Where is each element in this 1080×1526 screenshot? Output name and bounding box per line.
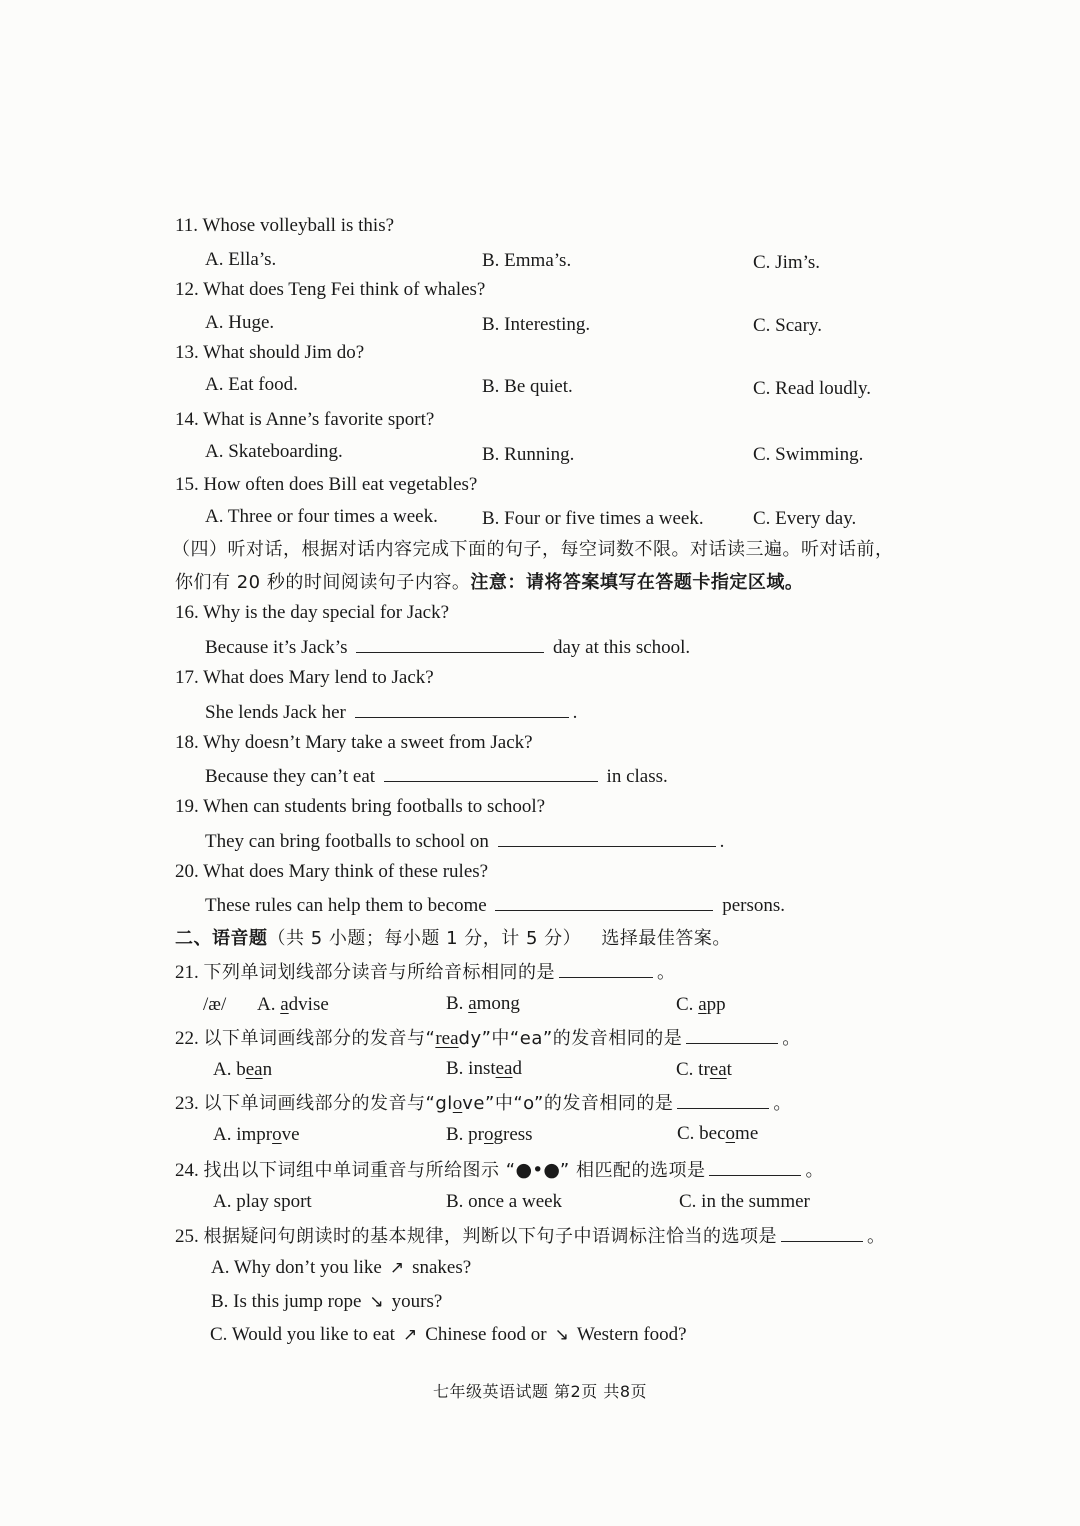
question-end: 。 [773,1093,792,1114]
option-c [676,1058,732,1082]
question-text: What is Anne’s favorite sport? [203,409,435,430]
option-a: A. Ella’s. [205,249,277,270]
question-number: 15. [175,474,199,495]
option-c: C. in the summer [679,1191,810,1212]
answer-blank[interactable] [355,699,569,718]
underlined-part: rea [435,1028,459,1049]
sentence-part: Chinese food or [425,1324,547,1345]
question-number: 17. [175,667,199,688]
answer-line-19 [205,828,724,854]
question-text: Why is the day special for Jack? [203,602,450,623]
answer-line-20 [205,892,785,918]
option-rest: mong [476,993,520,1014]
answer-blank[interactable] [356,634,544,653]
question-13 [175,341,364,365]
question-18 [175,731,533,755]
sentence-start: Because it’s Jack’s [205,637,348,658]
answer-blank[interactable] [495,892,713,911]
question-number: 16. [175,602,199,623]
option-b: B. Running. [482,444,575,465]
question-19 [175,795,545,819]
falling-arrow-icon: ↘ [554,1325,569,1345]
option-prefix: A. impr [213,1124,273,1145]
question-11 [175,214,394,238]
option-a [213,1123,300,1147]
question-text: 以下单词画线部分的发音与“ [203,1028,436,1049]
option-a [211,1256,471,1280]
underlined-part: o [725,1123,736,1144]
sentence-start: She lends Jack her [205,702,346,723]
sentence-part: Western food? [576,1324,687,1345]
question-number: 11. [175,215,199,236]
question-text: Why doesn’t Mary take a sweet from Jack? [203,732,533,753]
question-17 [175,666,434,690]
option-c: C. Every day. [753,508,857,529]
option-c [676,993,726,1017]
question-text-rest: ” 相匹配的选项是 [559,1160,706,1181]
section-scoring: （共 5 小题；每小题 1 分，计 5 分） [267,928,582,949]
question-14 [175,408,434,432]
option-rest: me [735,1123,759,1144]
question-20 [175,860,488,884]
question-text: What should Jim do? [203,342,365,363]
option-b: B. once a week [446,1191,563,1212]
option-prefix: C. tr [676,1059,710,1080]
answer-blank[interactable] [559,959,653,978]
option-b: B. Interesting. [482,314,591,335]
question-23 [175,1090,792,1116]
option-prefix: B. [446,993,469,1014]
option-b: B. Be quiet. [482,376,573,397]
answer-line-17 [205,699,577,725]
answer-blank[interactable] [686,1025,778,1044]
option-a: A. Huge. [205,312,275,333]
section-4-instruction: （四）听对话，根据对话内容完成下面的句子，每空词数不限。对话读三遍。听对话前， [172,539,894,560]
question-12 [175,278,485,302]
underlined-part: a [698,994,707,1015]
section-4-instruction-2 [175,571,803,595]
question-text: Whose volleyball is this? [202,215,395,236]
sentence-end: persons. [722,895,786,916]
option-c: C. Jim’s. [753,252,821,273]
underlined-part: o [484,1124,494,1145]
option-prefix: C. [676,994,699,1015]
question-number: 14. [175,409,199,430]
underlined-part: o [272,1124,282,1145]
option-rest: gress [493,1124,533,1145]
question-end: 。 [805,1160,824,1181]
sentence-end: day at this school. [552,637,691,658]
question-text-rest: ve”中“o”的发音相同的是 [462,1093,674,1114]
answer-line-16 [205,634,690,660]
question-16 [175,601,449,625]
stress-pattern: ●•● [515,1159,560,1181]
question-number: 18. [175,732,199,753]
underlined-part: ea [709,1059,727,1080]
underlined-part: o [452,1093,463,1114]
answer-blank[interactable] [781,1223,863,1242]
rising-arrow-icon: ↗ [389,1258,405,1278]
section-instruction: 选择最佳答案。 [601,928,731,949]
option-rest: dvise [288,994,329,1015]
option-rest: n [262,1059,273,1080]
question-number: 13. [175,342,199,363]
phonetic-symbol: /æ/ [203,994,227,1015]
question-number: 21. [175,962,199,983]
answer-line-18 [205,763,668,789]
answer-blank[interactable] [709,1157,801,1176]
sentence-start: Because they can’t eat [205,766,376,787]
option-c: C. Read loudly. [753,378,872,399]
question-number: 22. [175,1028,199,1049]
underlined-part: ea [495,1058,513,1079]
option-a: A. Skateboarding. [205,441,343,462]
option-c: C. Scary. [753,315,822,336]
option-c: C. Swimming. [753,444,864,465]
option-a: A. play sport [213,1191,312,1212]
question-text: How often does Bill eat vegetables? [203,474,478,495]
instruction-note: 注意：请将答案填写在答题卡指定区域。 [470,572,804,593]
option-b [446,1057,522,1081]
option-a [257,993,329,1017]
page-footer: 七年级英语试题 第2页 共8页 [432,1382,648,1401]
question-text: 以下单词画线部分的发音与“gl [203,1093,453,1114]
question-15 [175,473,477,497]
option-a: A. Eat food. [205,374,298,395]
section-title: 二、语音题 [175,928,268,949]
sentence-part: B. Is this jump rope [211,1291,362,1312]
underlined-part: a [468,993,477,1014]
option-prefix: B. inst [446,1058,496,1079]
question-text: 找出以下词组中单词重音与所给图示 “ [203,1160,516,1181]
option-b: B. Four or five times a week. [482,508,704,529]
question-end: 。 [657,962,676,983]
question-text: What does Mary think of these rules? [203,861,489,882]
underlined-part: ea [245,1059,263,1080]
option-b: B. Emma’s. [482,250,572,271]
option-a [213,1058,272,1082]
sentence-end: . [719,831,725,852]
phonetics-section-heading [175,927,731,951]
question-text: 下列单词划线部分读音与所给音标相同的是 [203,962,555,983]
question-text: What does Teng Fei think of whales? [203,279,486,300]
answer-blank[interactable] [384,763,598,782]
question-text: When can students bring footballs to school? [203,796,546,817]
option-prefix: B. pr [446,1124,484,1145]
question-22 [175,1025,801,1051]
underlined-part: a [280,994,289,1015]
sentence-part: C. Would you like to eat [210,1324,395,1345]
option-rest: pp [706,994,726,1015]
sentence-part: snakes? [412,1257,472,1278]
question-25 [175,1223,886,1249]
option-prefix: A. [257,994,281,1015]
question-end: 。 [867,1226,886,1247]
falling-arrow-icon: ↘ [369,1292,384,1312]
answer-blank[interactable] [677,1090,769,1109]
question-number: 20. [175,861,199,882]
sentence-start: These rules can help them to become [205,895,487,916]
option-rest: ve [281,1124,300,1145]
sentence-start: They can bring footballs to school on [205,831,489,852]
question-number: 19. [175,796,199,817]
rising-arrow-icon: ↗ [402,1325,418,1345]
sentence-end: . [572,702,578,723]
question-text: What does Mary lend to Jack? [203,667,434,688]
question-text-rest: dy”中“ea”的发音相同的是 [458,1028,683,1049]
sentence-end: in class. [606,766,668,787]
question-24 [175,1157,824,1183]
option-rest: t [726,1059,732,1080]
question-21 [175,959,676,985]
sentence-part: yours? [391,1291,443,1312]
option-b [211,1290,442,1314]
option-rest: d [512,1058,522,1079]
question-number: 23. [175,1093,199,1114]
instruction-text: 你们有 20 秒的时间阅读句子内容。 [175,572,471,593]
option-b [446,992,520,1016]
option-b [446,1123,533,1147]
question-number: 12. [175,279,199,300]
option-c [210,1323,687,1347]
question-number: 25. [175,1226,199,1247]
sentence-part: A. Why don’t you like [211,1257,382,1278]
option-prefix: A. b [213,1059,246,1080]
answer-blank[interactable] [498,828,716,847]
question-end: 。 [782,1028,801,1049]
question-number: 24. [175,1160,199,1181]
question-text: 根据疑问句朗读时的基本规律，判断以下句子中语调标注恰当的选项是 [203,1226,777,1247]
option-prefix: C. bec [677,1123,726,1144]
option-c [677,1122,758,1146]
option-a: A. Three or four times a week. [205,506,438,527]
